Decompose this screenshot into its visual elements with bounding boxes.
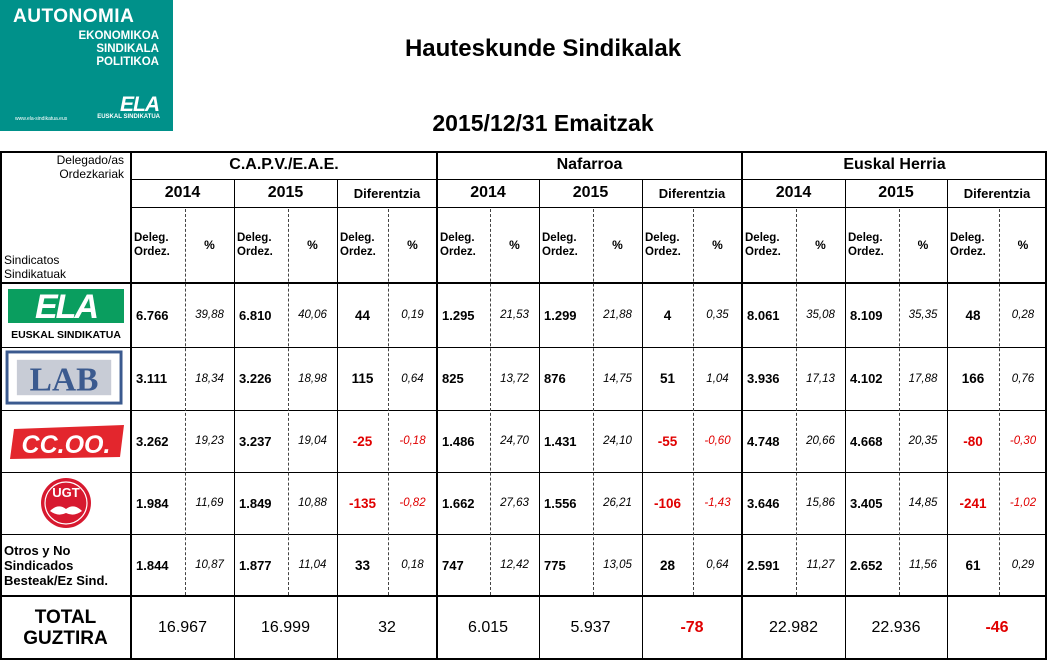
year-header: 2015 [572, 184, 609, 201]
diff-pct-value: 0,76 [1011, 372, 1035, 385]
deleg-header: Deleg. Ordez. [542, 232, 578, 258]
pct-value: 20,35 [908, 435, 938, 447]
diff-value: -135 [348, 495, 377, 511]
pct-value: 21,53 [500, 309, 529, 321]
deleg-value: 3.226 [239, 371, 272, 386]
deleg-value: 4.102 [850, 371, 883, 386]
pct-header: % [612, 238, 623, 252]
others-label-line: Otros y No [4, 542, 71, 558]
logo-line-2: EKONOMIKOA [78, 30, 159, 42]
diff-pct-value: 0,64 [706, 559, 729, 571]
total-label [0, 596, 131, 660]
page-title: Hauteskunde Sindikalak [404, 35, 682, 62]
deleg-value: 4.748 [747, 433, 780, 449]
diff-pct-value: -0,60 [704, 435, 731, 447]
pct-value: 15,86 [806, 497, 835, 509]
results-table [0, 151, 1047, 660]
deleg-value: 747 [442, 557, 464, 573]
diff-pct-value: 0,29 [1011, 559, 1035, 571]
logo-web: www.ela-sindikatua.eus [15, 116, 68, 122]
pct-value: 19,23 [195, 435, 224, 447]
diff-value: 48 [965, 307, 981, 323]
deleg-value: 1.877 [239, 557, 272, 573]
deleg-value: 3.237 [239, 433, 272, 449]
diff-pct-value: 0,35 [706, 309, 729, 321]
pct-value: 27,63 [500, 497, 529, 509]
deleg-value: 3.111 [136, 371, 168, 386]
deleg-value: 3.646 [747, 495, 780, 511]
pct-value: 26,21 [603, 497, 632, 509]
deleg-value: 1.295 [442, 307, 475, 323]
pct-value: 14,75 [603, 372, 632, 385]
diff-header: Diferentzia [658, 185, 726, 201]
diff-pct-value: -0,18 [399, 435, 426, 447]
logo-line-3: SINDIKALA [96, 43, 159, 55]
diff-pct-value: -0,82 [399, 497, 426, 509]
deleg-value: 1.984 [136, 495, 169, 511]
pct-value: 35,35 [908, 309, 938, 321]
pct-header: % [204, 238, 215, 252]
pct-value: 18,98 [298, 372, 327, 385]
total-value: 16.967 [158, 619, 207, 636]
total-label-line: GUZTIRA [23, 628, 108, 649]
header-unions-label: Sindicatos Sindikatuak [4, 253, 67, 281]
deleg-value: 4.668 [850, 433, 883, 449]
pct-value: 11,27 [806, 559, 835, 571]
diff-value: 4 [663, 307, 672, 323]
total-label-line: TOTAL [34, 607, 97, 628]
region-header: Euskal Herria [843, 156, 946, 173]
table-left-border [0, 151, 2, 660]
year-header: 2014 [164, 184, 201, 201]
logo-line-4: POLITIKOA [96, 56, 159, 68]
deleg-value: 8.109 [850, 307, 883, 323]
others-label [4, 534, 131, 596]
deleg-value: 1.849 [239, 495, 272, 511]
ela-brand: ELA [120, 93, 159, 116]
deleg-value: 3.405 [850, 495, 883, 511]
pct-value: 14,85 [908, 497, 938, 509]
diff-value: 44 [354, 307, 371, 323]
deleg-value: 1.662 [442, 495, 475, 511]
deleg-header: Deleg. Ordez. [745, 232, 781, 258]
deleg-value: 2.591 [747, 557, 780, 573]
deleg-header: Deleg. Ordez. [134, 232, 170, 258]
deleg-value: 1.844 [136, 557, 169, 573]
deleg-value: 8.061 [747, 307, 780, 323]
deleg-header: Deleg. Ordez. [950, 232, 986, 258]
year-header: 2015 [878, 184, 914, 201]
diff-value: 33 [354, 557, 371, 573]
total-value: 22.936 [871, 619, 921, 636]
diff-value: 28 [659, 557, 676, 573]
pct-value: 11,69 [195, 497, 224, 509]
pct-value: 24,10 [603, 435, 632, 447]
pct-value: 11,04 [298, 559, 327, 571]
pct-header: % [1017, 238, 1029, 252]
diff-pct-value: 0,64 [401, 372, 424, 385]
deleg-value: 2.652 [850, 557, 883, 573]
total-diff-value: 32 [378, 619, 396, 636]
others-label-line: Sindicados [4, 557, 74, 573]
diff-header: Diferentzia [963, 185, 1031, 201]
diff-pct-value: 0,19 [401, 309, 424, 321]
diff-value: -106 [653, 495, 682, 511]
diff-value: -80 [963, 433, 983, 449]
page-subtitle: 2015/12/31 Emaitzak [432, 110, 654, 136]
diff-pct-value: -1,43 [704, 497, 731, 509]
svg-text:ELA: ELA [35, 288, 97, 326]
diff-value: 166 [961, 371, 985, 386]
pct-value: 17,88 [908, 372, 938, 385]
region-header: Nafarroa [556, 156, 623, 173]
deleg-header: Deleg. Ordez. [645, 232, 681, 258]
ugt-logo [4, 475, 128, 531]
lab-logo [4, 350, 128, 407]
deleg-value: 3.262 [136, 433, 169, 449]
pct-header: % [815, 238, 826, 252]
pct-header: % [712, 238, 723, 252]
pct-value: 39,88 [195, 309, 224, 321]
total-value: 6.015 [467, 619, 509, 636]
total-value: 5.937 [570, 619, 611, 636]
pct-value: 10,87 [195, 559, 224, 571]
header-delegates-label: Delegado/as Ordezkariak [56, 153, 124, 181]
pct-value: 19,04 [298, 435, 327, 447]
deleg-header: Deleg. Ordez. [440, 232, 476, 258]
pct-value: 18,34 [195, 372, 224, 385]
svg-text:EUSKAL SINDIKATUA: EUSKAL SINDIKATUA [11, 329, 121, 341]
pct-value: 24,70 [500, 435, 529, 447]
deleg-header: Deleg. Ordez. [340, 232, 376, 258]
diff-value: 115 [351, 371, 374, 386]
diff-value: -25 [352, 433, 373, 449]
logo-line-1: AUTONOMIA [13, 6, 135, 27]
others-label-line: Besteak/Ez Sind. [4, 572, 109, 588]
pct-value: 35,08 [806, 309, 835, 321]
total-value: 22.982 [769, 619, 818, 636]
deleg-value: 775 [544, 557, 566, 573]
svg-text:UGT: UGT [52, 485, 80, 500]
total-diff-value: -46 [985, 619, 1009, 636]
deleg-value: 6.766 [136, 307, 169, 323]
deleg-value: 825 [442, 371, 464, 386]
pct-header: % [509, 238, 520, 252]
pct-header: % [307, 238, 318, 252]
diff-value: -241 [959, 495, 987, 511]
diff-value: 51 [659, 371, 676, 386]
autonomia-logo [0, 0, 173, 131]
diff-value: -55 [657, 433, 678, 449]
ela-brand-sub: EUSKAL SINDIKATUA [97, 114, 160, 120]
diff-value: 61 [965, 557, 981, 573]
pct-value: 13,72 [500, 372, 529, 385]
total-value: 16.999 [261, 619, 310, 636]
pct-value: 13,05 [603, 559, 632, 571]
deleg-value: 1.486 [442, 433, 475, 449]
diff-pct-value: 0,28 [1011, 309, 1035, 321]
diff-header: Diferentzia [353, 185, 421, 201]
pct-value: 11,56 [909, 559, 937, 571]
ccoo-logo [4, 413, 128, 469]
ela-logo [4, 286, 128, 344]
pct-value: 21,88 [603, 309, 632, 321]
deleg-value: 6.810 [239, 307, 272, 323]
total-diff-value: -78 [680, 619, 704, 636]
svg-text:LAB: LAB [29, 361, 99, 399]
pct-header: % [917, 238, 929, 252]
deleg-header: Deleg. Ordez. [237, 232, 273, 258]
year-header: 2014 [470, 184, 506, 201]
diff-pct-value: -1,02 [1009, 497, 1037, 509]
diff-pct-value: 0,18 [401, 559, 424, 571]
pct-value: 12,42 [500, 559, 529, 571]
deleg-value: 876 [544, 371, 566, 386]
year-header: 2014 [775, 184, 812, 201]
pct-value: 20,66 [806, 435, 835, 447]
pct-value: 40,06 [298, 309, 327, 321]
diff-pct-value: 1,04 [706, 372, 729, 385]
deleg-value: 1.299 [544, 307, 577, 323]
deleg-value: 1.431 [544, 433, 577, 449]
pct-header: % [407, 238, 418, 252]
pct-value: 10,88 [298, 497, 327, 509]
diff-pct-value: -0,30 [1009, 435, 1037, 447]
region-header: C.A.P.V./E.A.E. [229, 156, 339, 173]
pct-value: 17,13 [806, 372, 835, 385]
year-header: 2015 [267, 184, 304, 201]
deleg-value: 3.936 [747, 371, 780, 386]
svg-text:CC.OO.: CC.OO. [21, 431, 111, 459]
deleg-value: 1.556 [544, 495, 577, 511]
deleg-header: Deleg. Ordez. [848, 232, 884, 258]
